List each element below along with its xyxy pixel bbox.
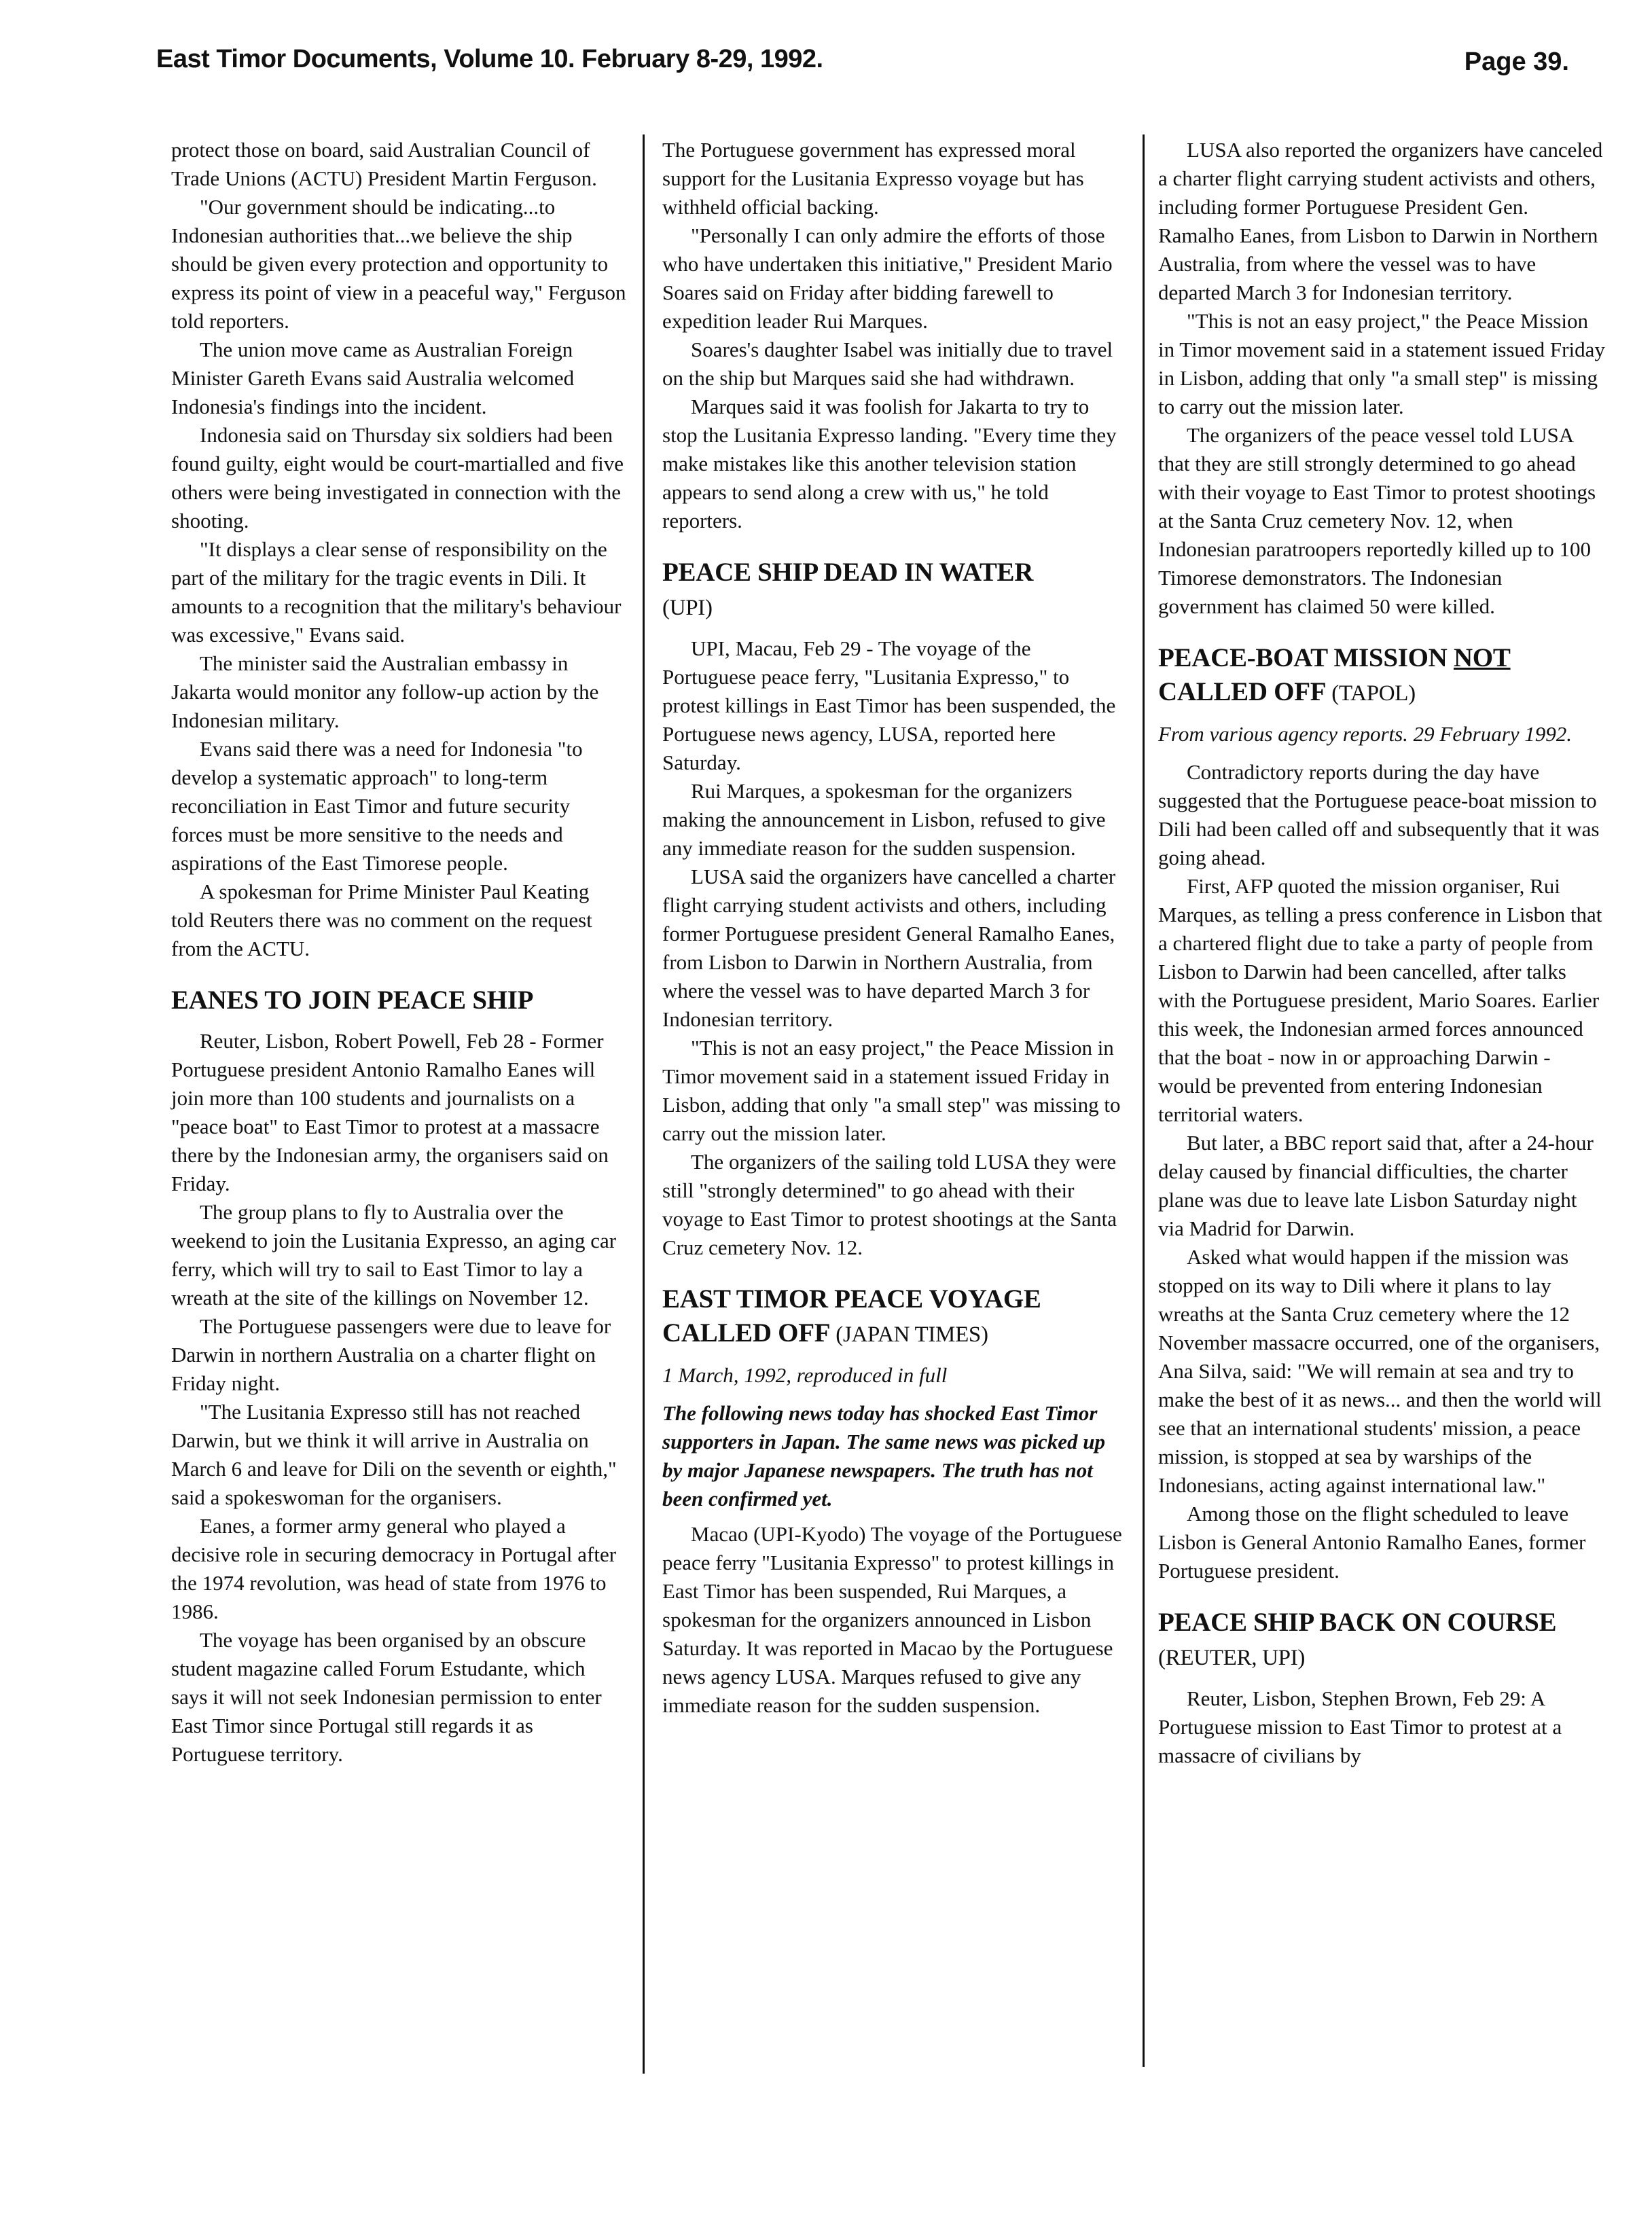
paragraph: Reuter, Lisbon, Stephen Brown, Feb 29: A Portuguese mission to East Timor to protest at a massacre of civilians by — [1158, 1686, 1562, 1767]
paragraph: "This is not an easy project," the Peace Mission in Timor movement said in a statement issued Friday in Lisbon, adding that only "a small step" was missing to carry out the mission later. — [662, 1036, 1121, 1145]
paragraph: Contradictory reports during the day have suggested that the Portuguese peace-boat mission to Dili had been called off and subsequently that it was going ahead. — [1158, 760, 1600, 869]
section-heading-emphasis: NOT — [1453, 643, 1511, 672]
paragraph: LUSA also reported the organizers have canceled a charter flight carrying student activists and others, including former Portuguese President Gen. Ramalho Eanes, from Lisbon to Darwin in Northern Australia, from where the vessel was to have departed March 3 for Indonesian territory. — [1158, 138, 1603, 304]
section-heading-text: EAST TIMOR PEACE VOYAGE CALLED OFF — [662, 1284, 1041, 1348]
column-left — [171, 136, 626, 1769]
paragraph: Marques said it was foolish for Jakarta to try to stop the Lusitania Expresso landing. "Every time they make mistakes like this another television station appears to send along a crew with us," he told reporters. — [662, 395, 1117, 532]
paragraph: "Personally I can only admire the efforts of those who have undertaken this initiative," President Mario Soares said on Friday after bidding farewell to expedition leader Rui Marques. — [662, 223, 1113, 333]
paragraph: "This is not an easy project," the Peace Mission in Timor movement said in a statement issued Friday in Lisbon, adding that only "a small step" is missing to carry out the mission later. — [1158, 309, 1605, 418]
paragraph: The union move came as Australian Foreign Minister Gareth Evans said Australia welcomed Indonesia's findings into the incident. — [171, 338, 575, 418]
paragraph: The Portuguese government has expressed moral support for the Lusitania Expresso voyage but has withheld official backing. — [662, 138, 1084, 219]
page-number: Page 39. — [1464, 48, 1569, 76]
byline: From various agency reports. 29 February 1992. — [1158, 722, 1573, 746]
editor-note: The following news today has shocked East Timor supporters in Japan. The same news was picked up by major Japanese newspapers. The truth has not been confirmed yet. — [662, 1401, 1105, 1511]
paragraph: Asked what would happen if the mission was stopped on its way to Dili where it plans to lay wreaths at the Santa Cruz cemetery where the 12 November massacre occurred, one of the organisers, Ana Silva, said: "We will remain at sea and try to make the best of it as news... and then the world will see that an international students' mission, a peace mission, is stopped at sea by warships of the Indonesians, acting against international law." — [1158, 1245, 1602, 1497]
section-heading — [1158, 641, 1606, 710]
paragraph: The group plans to fly to Australia over the weekend to join the Lusitania Expresso, an aging car ferry, which will try to sail to East Timor to lay a wreath at the site of the killings on November 12. — [171, 1200, 617, 1310]
paragraph: The organizers of the peace vessel told LUSA that they are still strongly determined to go ahead with their voyage to East Timor to protest shootings at the Santa Cruz cemetery Nov. 12, when Indonesian paratroopers reportedly killed up to 100 Timorese demonstrators. The Indonesian government has claimed 50 were killed. — [1158, 423, 1596, 618]
paragraph: The minister said the Australian embassy in Jakarta would monitor any follow-up action by the Indonesian military. — [171, 651, 599, 732]
column-middle — [662, 136, 1126, 1720]
paragraph: Reuter, Lisbon, Robert Powell, Feb 28 - Former Portuguese president Antonio Ramalho Eanes will join more than 100 students and journalists on a "peace boat" to East Timor to protest at a massacre there by the Indonesian army, the organisers said on Friday. — [171, 1029, 609, 1195]
section-heading-text: PEACE SHIP DEAD IN WATER — [662, 558, 1034, 587]
paragraph: Eanes, a former army general who played a decisive role in securing democracy in Portugal after the 1974 revolution, was head of state from 1976 to 1986. — [171, 1514, 617, 1623]
paragraph: First, AFP quoted the mission organiser, Rui Marques, as telling a press conference in Lisbon that a chartered flight due to take a party of people from Lisbon to Darwin had been cancelled, after talks with the Portuguese president, Mario Soares. Earlier this week, the Indonesian armed forces announced that the boat - now in or approaching Darwin - would be prevented from entering Indonesian territorial waters. — [1158, 874, 1602, 1126]
paragraph: "It displays a clear sense of responsibility on the part of the military for the tragic events in Dili. It amounts to a recognition that the military's behaviour was excessive," Evans said. — [171, 537, 622, 647]
paragraph: Among those on the flight scheduled to leave Lisbon is General Antonio Ramalho Eanes, former Portuguese president. — [1158, 1502, 1586, 1583]
paragraph: protect those on board, said Australian Council of Trade Unions (ACTU) President Martin Ferguson. — [171, 138, 597, 190]
paragraph: A spokesman for Prime Minister Paul Keating told Reuters there was no comment on the request from the ACTU. — [171, 880, 592, 960]
section-heading — [662, 556, 1126, 625]
running-title: East Timor Documents, Volume 10. February 8-29, 1992. — [156, 45, 823, 73]
section-source: (TAPOL) — [1331, 681, 1416, 706]
paragraph: LUSA said the organizers have cancelled a charter flight carrying student activists and others, including former Portuguese president General Ramalho Eanes, from Lisbon to Darwin in Northern Australia, from where the vessel was to have departed March 3 for Indonesian territory. — [662, 865, 1116, 1031]
section-heading: EANES TO JOIN PEACE SHIP — [171, 986, 534, 1015]
paragraph: Indonesia said on Thursday six soldiers had been found guilty, eight would be court-martialled and five others were being investigated in connection with the shooting. — [171, 423, 624, 532]
page-header — [156, 45, 1569, 86]
paragraph: Macao (UPI-Kyodo) The voyage of the Portuguese peace ferry "Lusitania Expresso" to protest killings in East Timor has been suspended, Rui Marques, a spokesman for the organizers announced in Lisbon Saturday. It was reported in Macao by the Portuguese news agency LUSA. Marques refused to give any immediate reason for the sudden suspension. — [662, 1522, 1122, 1717]
byline: 1 March, 1992, reproduced in full — [662, 1363, 948, 1387]
section-heading-text: CALLED OFF — [1158, 677, 1325, 706]
section-source: (REUTER, UPI) — [1158, 1646, 1306, 1670]
section-source: (UPI) — [662, 596, 713, 620]
section-heading-text: PEACE-BOAT MISSION — [1158, 643, 1454, 672]
paragraph: "Our government should be indicating...to Indonesian authorities that...we believe the ship should be given every protection and opportunity to express its point of view in a peaceful way," Ferguson told reporters. — [171, 195, 626, 333]
paragraph: Evans said there was a need for Indonesia "to develop a systematic approach" to long-term reconciliation in East Timor and future security forces must be more sensitive to the needs and aspirations of the East Timorese people. — [171, 737, 583, 875]
section-heading — [662, 1282, 1126, 1352]
column-divider — [1143, 134, 1145, 2067]
paragraph: "The Lusitania Expresso still has not reached Darwin, but we think it will arrive in Australia on March 6 and leave for Dili on the seventh or eighth," said a spokeswoman for the organisers. — [171, 1400, 617, 1509]
paragraph: UPI, Macau, Feb 29 - The voyage of the Portuguese peace ferry, "Lusitania Expresso," to protest killings in East Timor has been suspended, the Portuguese news agency, LUSA, reported here Saturday. — [662, 636, 1116, 774]
paragraph: The voyage has been organised by an obscure student magazine called Forum Estudante, which says it will not seek Indonesian permission to enter East Timor since Portugal still regards it as Portuguese territory. — [171, 1628, 602, 1766]
paragraph: The Portuguese passengers were due to leave for Darwin in northern Australia on a charter flight on Friday night. — [171, 1314, 611, 1395]
paragraph: But later, a BBC report said that, after a 24-hour delay caused by financial difficulties, the charter plane was due to leave late Lisbon Saturday night via Madrid for Darwin. — [1158, 1131, 1594, 1240]
section-source: (JAPAN TIMES) — [836, 1322, 988, 1347]
section-heading — [1158, 1606, 1606, 1675]
column-divider — [643, 134, 645, 2074]
paragraph: Soares's daughter Isabel was initially due to travel on the ship but Marques said she had withdrawn. — [662, 338, 1113, 390]
section-heading-text: PEACE SHIP BACK ON COURSE — [1158, 1608, 1557, 1637]
paragraph: The organizers of the sailing told LUSA they were still "strongly determined" to go ahead with their voyage to East Timor to protest shootings at the Santa Cruz cemetery Nov. 12. — [662, 1150, 1117, 1259]
column-right — [1158, 136, 1606, 1770]
paragraph: Rui Marques, a spokesman for the organizers making the announcement in Lisbon, refused to give any immediate reason for the sudden suspension. — [662, 779, 1106, 860]
